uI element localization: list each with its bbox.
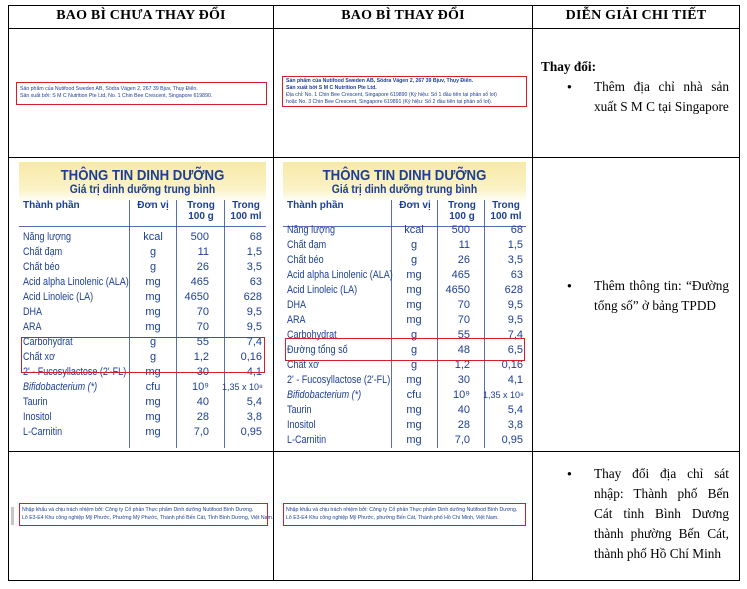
nutrient-name: 2' - Fucosyllactose (2'-FL)	[287, 374, 391, 386]
nutrient-name: Chất béo	[23, 261, 60, 273]
old-col-ingredient: Thành phần	[23, 200, 80, 211]
value-per-100g: 10⁹	[192, 381, 209, 393]
nutrient-name: Inositol	[287, 419, 316, 431]
nutrition-row	[283, 420, 526, 432]
nutrient-unit: g	[149, 261, 157, 273]
value-per-100g: 500	[190, 231, 209, 243]
new-manufacturer-highlight-box	[282, 76, 527, 107]
new-importer-highlight-box	[283, 503, 526, 526]
value-per-100ml: 3,5	[507, 254, 523, 266]
nutrient-unit: mg	[406, 404, 422, 416]
header-detail-explanation: DIỄN GIẢI CHI TIẾT	[565, 8, 707, 23]
value-per-100g: 48	[457, 344, 470, 356]
value-per-100ml: 3,8	[507, 419, 523, 431]
bullet-icon: ●	[567, 281, 572, 290]
value-per-100g: 28	[457, 419, 470, 431]
value-per-100g: 1,2	[193, 351, 209, 363]
nutrient-unit: g	[149, 336, 157, 348]
old-importer-highlight-box	[19, 503, 268, 526]
nutrient-name: Năng lượng	[287, 224, 336, 236]
nutrient-unit: mg	[145, 411, 161, 423]
nutrition-row	[19, 247, 266, 259]
value-per-100g: 11	[458, 239, 470, 251]
header-new-packaging: BAO BÌ THAY ĐỔI	[341, 8, 465, 23]
old-manufacturer-line-2: Sản xuất bởi: S M C Nutrition Pte Ltd, No. 1 Chin Bee Crescent, Singapore 619890.	[20, 93, 213, 99]
value-per-100g: 55	[457, 329, 470, 341]
row1-explanation	[567, 77, 729, 137]
value-per-100g: 40	[196, 396, 209, 408]
value-per-100g: 4650	[445, 284, 470, 296]
new-nutrition-panel	[283, 162, 526, 448]
nutrient-unit: mg	[145, 396, 161, 408]
nutrient-unit: mg	[145, 291, 161, 303]
value-per-100g: 7,0	[193, 426, 209, 438]
nutrition-row	[283, 285, 526, 297]
value-per-100ml: 1,5	[246, 246, 262, 258]
nutrient-name: Acid Linoleic (LA)	[23, 291, 94, 303]
value-per-100g: 26	[457, 254, 470, 266]
value-per-100ml: 6,5	[507, 344, 523, 356]
old-nut-header-line	[19, 226, 266, 227]
value-per-100g: 55	[196, 336, 209, 348]
nutrition-row	[19, 292, 266, 304]
new-col-ingredient: Thành phần	[287, 200, 344, 211]
new-importer-line-1: Nhập khẩu và chịu trách nhiệm bởi: Công ty Cổ phần Thực phẩm Dinh dưỡng Nutifood Bình Dương.	[286, 507, 518, 513]
nutrient-unit: cfu	[145, 381, 161, 393]
value-per-100g: 40	[457, 404, 470, 416]
nutrient-unit: cfu	[406, 389, 422, 401]
nutrient-unit: g	[410, 344, 418, 356]
nutrient-name: ARA	[287, 314, 306, 326]
value-per-100ml: 1,35 x 10⁸	[222, 382, 263, 392]
nutrient-unit: g	[410, 329, 418, 341]
nutrient-unit: mg	[406, 284, 422, 296]
nutrition-row	[283, 240, 526, 252]
header-old-packaging: BAO BÌ CHƯA THAY ĐỔI	[56, 8, 226, 23]
nutrient-name: ARA	[23, 321, 42, 333]
nutrient-name: Chất xơ	[23, 351, 55, 363]
row2-divider	[8, 451, 740, 452]
column-divider-1	[273, 5, 274, 581]
nutrient-unit: mg	[406, 299, 422, 311]
new-col-per-100g: Trong 100 g	[448, 200, 476, 222]
table-border-top	[8, 5, 740, 6]
nutrition-row	[19, 232, 266, 244]
nutrient-name: L-Carnitin	[23, 426, 63, 438]
nutrient-name: DHA	[287, 299, 307, 311]
nutrient-unit: mg	[406, 269, 422, 281]
nutrient-unit: mg	[145, 321, 161, 333]
value-per-100ml: 68	[249, 231, 262, 243]
value-per-100ml: 1,35 x 10⁸	[483, 390, 524, 400]
nutrient-unit: g	[149, 351, 157, 363]
old-col-per-100g: Trong 100 g	[187, 200, 215, 222]
nutrient-unit: mg	[145, 306, 161, 318]
nutrient-name: Bifidobacterium (*)	[23, 381, 98, 393]
row2-explanation-text: Thêm thông tin: “Đường tổng số” ở bảng TPDD	[594, 278, 729, 313]
nutrient-name: L-Carnitin	[287, 434, 327, 446]
value-per-100g: 70	[457, 299, 470, 311]
row1-explanation-text: Thêm địa chỉ nhà sản xuất S M C tại Singapore	[594, 79, 729, 114]
value-per-100g: 10⁹	[453, 389, 470, 401]
new-col-unit: Đơn vị	[399, 200, 431, 211]
value-per-100g: 465	[190, 276, 209, 288]
nutrition-row	[19, 397, 266, 409]
value-per-100g: 70	[196, 321, 209, 333]
old-col-per-100ml: Trong 100 ml	[230, 200, 262, 222]
value-per-100g: 4650	[184, 291, 209, 303]
nutrition-row	[19, 277, 266, 289]
nutrition-row	[283, 300, 526, 312]
nutrition-row	[283, 375, 526, 387]
old-carbohydrate-highlight-box	[21, 337, 265, 373]
nutrient-unit: g	[410, 239, 418, 251]
nutrient-unit: g	[410, 254, 418, 266]
nutrient-unit: g	[149, 246, 157, 258]
change-title: Thay đổi:	[541, 59, 597, 74]
row3-explanation-text: Thay đổi địa chỉ sát nhập: Thành phố Bến Cát tỉnh Bình Dương thành phường Bến Cát, thành phố Hồ Chí Minh	[594, 466, 729, 561]
row2-explanation	[567, 276, 729, 336]
nutrient-name: 2' - Fucosyllactose (2'-FL)	[23, 366, 127, 378]
value-per-100ml: 9,5	[507, 299, 523, 311]
nutrient-name: Taurin	[23, 396, 48, 408]
nutrition-row	[19, 262, 266, 274]
new-manufacturer-line-4: hoặc No. 3 Chin Bee Crescent, Singapore 619891 (Ký hiệu: Số 2 đầu tiên tại phần số lot).	[286, 99, 493, 105]
row1-divider	[8, 157, 740, 158]
value-per-100ml: 3,5	[246, 261, 262, 273]
value-per-100g: 7,0	[454, 434, 470, 446]
value-per-100ml: 63	[510, 269, 523, 281]
value-per-100g: 26	[196, 261, 209, 273]
value-per-100ml: 7,4	[507, 329, 523, 341]
value-per-100ml: 7,4	[246, 336, 262, 348]
value-per-100g: 30	[457, 374, 470, 386]
old-nutrition-title: THÔNG TIN DINH DƯỠNG	[60, 167, 225, 184]
nutrient-name: DHA	[23, 306, 43, 318]
value-per-100ml: 0,16	[501, 359, 523, 371]
table-border-right	[739, 5, 740, 581]
nutrient-name: Carbohydrat	[287, 329, 337, 341]
nutrition-row	[283, 315, 526, 327]
old-importer-line-1: Nhập khẩu và chịu trách nhiệm bởi: Công ty Cổ phần Thực phẩm Dinh dưỡng Nutifood Bình Dương.	[22, 507, 254, 513]
nutrition-row	[283, 435, 526, 447]
new-nutrition-subtitle: Giá trị dinh dưỡng trung bình	[331, 184, 478, 196]
nutrient-name: Chất đạm	[287, 239, 327, 251]
value-per-100ml: 4,1	[507, 374, 523, 386]
nutrient-name: Taurin	[287, 404, 312, 416]
value-per-100ml: 3,8	[246, 411, 262, 423]
nutrition-row	[283, 360, 526, 372]
nutrient-name: Acid alpha Linolenic (ALA)	[287, 269, 393, 281]
value-per-100g: 70	[196, 306, 209, 318]
nutrient-name: Carbohydrat	[23, 336, 73, 348]
nutrient-unit: kcal	[143, 231, 163, 243]
nutrient-name: Đường tổng số	[287, 344, 348, 356]
value-per-100ml: 5,4	[246, 396, 262, 408]
nutrient-name: Acid Linoleic (LA)	[287, 284, 358, 296]
new-manufacturer-line-3: Địa chỉ: No. 1 Chin Bee Crescent, Singapore 619890 (Ký hiệu: Số 1 đầu tiên tại phần số lot)	[286, 92, 497, 98]
old-nutrition-panel	[19, 162, 266, 448]
value-per-100ml: 63	[249, 276, 262, 288]
table-border-bottom	[8, 580, 740, 581]
nutrient-name: Acid alpha Linolenic (ALA)	[23, 276, 129, 288]
nutrition-row	[19, 427, 266, 439]
value-per-100g: 465	[451, 269, 470, 281]
header-row-divider	[8, 28, 740, 29]
nutrient-unit: mg	[406, 374, 422, 386]
nutrition-row	[283, 405, 526, 417]
nutrition-row	[283, 225, 526, 237]
value-per-100ml: 628	[243, 291, 262, 303]
nutrient-unit: mg	[406, 434, 422, 446]
nutrient-unit: mg	[406, 419, 422, 431]
column-divider-2	[532, 5, 533, 581]
old-importer-line-2: Lô E3-E4 Khu công nghiệp Mỹ Phước, Phường Mỹ Phước, Thành phố Bến Cát, Tỉnh Bình Dương, Việt Nam.	[22, 515, 274, 521]
nutrient-name: Chất xơ	[287, 359, 319, 371]
value-per-100ml: 9,5	[507, 314, 523, 326]
nutrient-name: Inositol	[23, 411, 52, 423]
old-manufacturer-line-1: Sản phẩm của Nutifood Sweden AB, Södra Vägen 2, 267 39 Bjuv, Thụy Điển.	[20, 86, 198, 92]
edge-mark	[11, 507, 14, 525]
nutrition-row	[19, 322, 266, 334]
old-manufacturer-highlight-box	[16, 82, 267, 105]
new-manufacturer-line-2: Sản xuất bởi S M C Nutrition Pte Ltd.	[286, 85, 377, 91]
value-per-100ml: 5,4	[507, 404, 523, 416]
nutrient-name: Chất đạm	[23, 246, 63, 258]
value-per-100g: 70	[457, 314, 470, 326]
nutrient-unit: mg	[145, 426, 161, 438]
table-border-left	[8, 5, 9, 581]
value-per-100g: 30	[196, 366, 209, 378]
value-per-100ml: 628	[504, 284, 523, 296]
nutrient-unit: mg	[145, 276, 161, 288]
value-per-100ml: 9,5	[246, 306, 262, 318]
new-col-per-100ml: Trong 100 ml	[490, 200, 522, 222]
new-manufacturer-line-1: Sản phẩm của Nutifood Sweden AB, Södra Vägen 2, 267 39 Bjuv, Thụy Điển.	[286, 78, 474, 84]
value-per-100g: 1,2	[454, 359, 470, 371]
row3-explanation	[567, 464, 729, 576]
bullet-icon: ●	[567, 82, 572, 91]
nutrient-unit: kcal	[404, 224, 424, 236]
nutrient-unit: mg	[145, 366, 161, 378]
nutrient-name: Bifidobacterium (*)	[287, 389, 362, 401]
value-per-100ml: 68	[510, 224, 523, 236]
nutrition-row	[19, 412, 266, 424]
value-per-100ml: 0,16	[240, 351, 262, 363]
nutrition-row	[19, 382, 266, 394]
old-nutrition-subtitle: Giá trị dinh dưỡng trung bình	[69, 184, 216, 196]
nutrient-unit: mg	[406, 314, 422, 326]
value-per-100ml: 1,5	[507, 239, 523, 251]
value-per-100ml: 0,95	[501, 434, 523, 446]
nutrient-name: Năng lượng	[23, 231, 72, 243]
value-per-100g: 28	[196, 411, 209, 423]
value-per-100ml: 0,95	[240, 426, 262, 438]
new-total-sugar-highlight-box	[285, 338, 525, 361]
new-nutrition-title: THÔNG TIN DINH DƯỠNG	[322, 167, 487, 184]
value-per-100g: 500	[451, 224, 470, 236]
new-importer-line-2: Lô E3-E4 Khu công nghiệp Mỹ Phước, phường Bến Cát, Thành phố Hồ Chí Minh, Việt Nam.	[286, 515, 499, 521]
value-per-100ml: 4,1	[246, 366, 262, 378]
nutrition-row	[283, 390, 526, 402]
value-per-100g: 11	[197, 246, 209, 258]
nutrient-name: Chất béo	[287, 254, 324, 266]
nutrition-row	[19, 307, 266, 319]
nutrition-row	[283, 255, 526, 267]
nutrient-unit: g	[410, 359, 418, 371]
old-col-unit: Đơn vị	[137, 200, 169, 211]
value-per-100ml: 9,5	[246, 321, 262, 333]
nutrition-row	[283, 270, 526, 282]
bullet-icon: ●	[567, 469, 572, 478]
